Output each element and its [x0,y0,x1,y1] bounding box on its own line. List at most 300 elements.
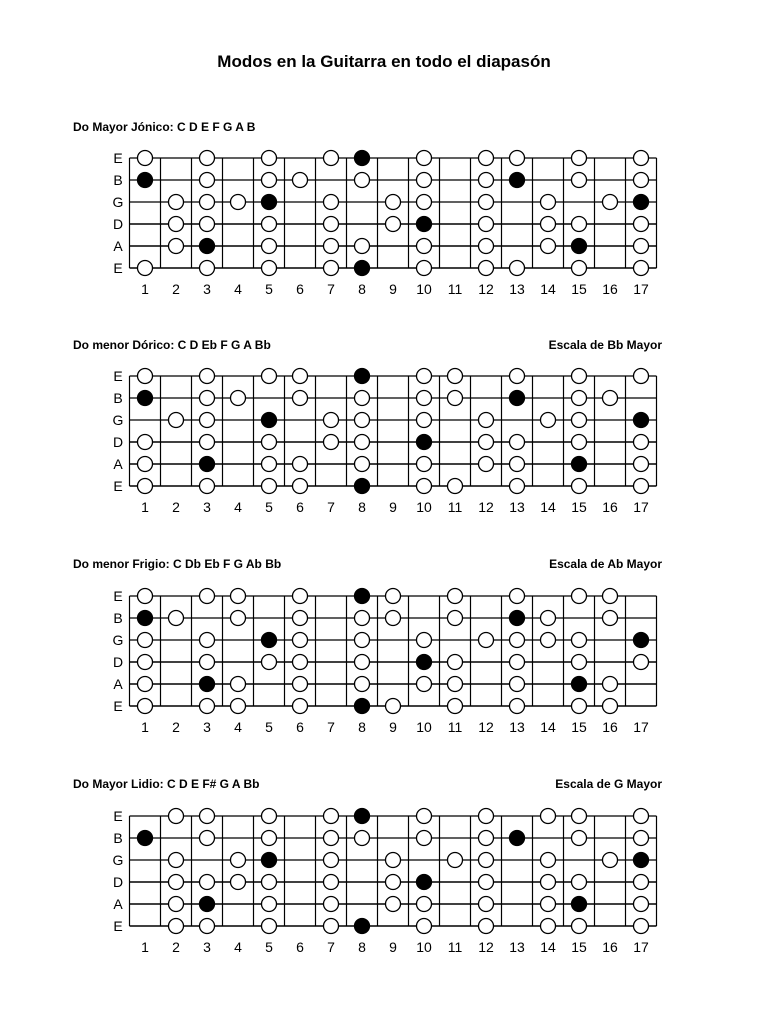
scale-note-dot [572,173,587,188]
scale-note-dot [479,633,494,648]
scale-note-dot [541,853,556,868]
fret-number: 10 [416,499,432,515]
fret-number: 16 [602,719,618,735]
fret-number: 7 [327,499,335,515]
root-note-dot [572,457,587,472]
scale-note-dot [324,897,339,912]
string-label: E [113,150,123,166]
fret-number: 8 [358,281,366,297]
scale-note-dot [572,589,587,604]
scale-note-dot [262,479,277,494]
fret-number: 13 [509,281,525,297]
fret-number: 1 [141,499,149,515]
scale-note-dot [603,853,618,868]
string-label: B [113,390,123,406]
fret-number: 14 [540,281,556,297]
scale-note-dot [262,457,277,472]
scale-note-dot [200,369,215,384]
scale-note-dot [231,611,246,626]
scale-note-dot [572,809,587,824]
scale-note-dot [324,239,339,254]
scale-note-dot [417,239,432,254]
scale-note-dot [138,435,153,450]
scale-note-dot [541,919,556,934]
scale-note-dot [479,173,494,188]
root-note-dot [355,479,370,494]
scale-note-dot [262,217,277,232]
scale-note-dot [541,611,556,626]
scale-note-dot [417,391,432,406]
scale-note-dot [510,479,525,494]
scale-note-dot [200,919,215,934]
scale-note-dot [231,391,246,406]
root-note-dot [417,217,432,232]
fret-number: 15 [571,939,587,955]
scale-note-dot [603,391,618,406]
scale-note-dot [262,435,277,450]
string-label: E [113,260,123,276]
fret-number: 12 [478,281,494,297]
fret-number: 2 [172,499,180,515]
scale-note-dot [231,875,246,890]
scale-note-dot [572,391,587,406]
scale-note-dot [386,897,401,912]
string-label: A [113,896,123,912]
scale-note-dot [169,195,184,210]
scale-note-dot [572,655,587,670]
fret-number: 4 [234,281,242,297]
scale-note-dot [448,677,463,692]
scale-note-dot [355,435,370,450]
scale-note-dot [386,589,401,604]
scale-note-dot [200,151,215,166]
fret-number: 14 [540,939,556,955]
scale-note-dot [293,699,308,714]
scale-note-dot [417,677,432,692]
scale-note-dot [634,151,649,166]
root-note-dot [355,589,370,604]
scale-note-dot [572,831,587,846]
scale-note-dot [572,261,587,276]
scale-note-dot [262,919,277,934]
fret-number: 4 [234,719,242,735]
scale-note-dot [479,261,494,276]
scale-note-dot [293,633,308,648]
scale-note-dot [231,699,246,714]
scale-note-dot [231,589,246,604]
string-label: E [113,478,123,494]
scale-note-dot [479,217,494,232]
root-note-dot [417,875,432,890]
string-label: G [112,412,124,428]
root-note-dot [200,239,215,254]
scale-note-dot [138,457,153,472]
scale-note-dot [138,655,153,670]
scale-note-dot [200,831,215,846]
scale-note-dot [417,369,432,384]
scale-note-dot [448,391,463,406]
scale-note-dot [169,897,184,912]
scale-note-dot [355,677,370,692]
fret-number: 6 [296,499,304,515]
fretboard-jonico [0,145,768,300]
scale-note-dot [386,611,401,626]
scale-note-dot [169,919,184,934]
fret-number: 6 [296,939,304,955]
fret-number: 2 [172,719,180,735]
root-note-dot [355,369,370,384]
fret-number: 17 [633,939,649,955]
string-label: A [113,456,123,472]
scale-note-dot [293,589,308,604]
diagram-title-dorico: Do menor Dórico: C D Eb F G A Bb [73,338,271,352]
fret-number: 17 [633,719,649,735]
fret-number: 6 [296,719,304,735]
root-note-dot [510,173,525,188]
fret-number: 15 [571,499,587,515]
scale-note-dot [355,457,370,472]
fret-number: 17 [633,499,649,515]
root-note-dot [262,413,277,428]
scale-note-dot [479,239,494,254]
scale-note-dot [572,479,587,494]
scale-note-dot [262,809,277,824]
scale-note-dot [417,261,432,276]
scale-note-dot [541,239,556,254]
scale-note-dot [355,655,370,670]
root-note-dot [138,831,153,846]
scale-note-dot [634,173,649,188]
scale-note-dot [262,831,277,846]
scale-note-dot [417,457,432,472]
scale-note-dot [262,369,277,384]
scale-note-dot [324,261,339,276]
scale-note-dot [138,151,153,166]
scale-note-dot [417,831,432,846]
scale-note-dot [169,853,184,868]
scale-note-dot [200,699,215,714]
scale-note-dot [634,217,649,232]
fret-number: 3 [203,939,211,955]
scale-note-dot [634,919,649,934]
scale-note-dot [417,809,432,824]
fret-number: 5 [265,719,273,735]
fret-number: 3 [203,719,211,735]
root-note-dot [200,897,215,912]
scale-note-dot [324,413,339,428]
scale-note-dot [386,195,401,210]
scale-note-dot [386,875,401,890]
root-note-dot [355,919,370,934]
scale-note-dot [200,875,215,890]
scale-note-dot [231,195,246,210]
fret-number: 10 [416,939,432,955]
scale-note-dot [603,677,618,692]
scale-note-dot [417,479,432,494]
fret-number: 11 [447,281,463,297]
scale-note-dot [510,435,525,450]
fret-number: 9 [389,499,397,515]
fret-number: 11 [447,719,463,735]
scale-note-dot [541,875,556,890]
scale-note-dot [634,457,649,472]
scale-note-dot [262,239,277,254]
fret-number: 1 [141,719,149,735]
scale-note-dot [572,633,587,648]
scale-note-dot [231,677,246,692]
string-label: B [113,172,123,188]
scale-note-dot [200,809,215,824]
fret-number: 6 [296,281,304,297]
scale-note-dot [293,457,308,472]
scale-note-dot [355,831,370,846]
root-note-dot [262,853,277,868]
scale-note-dot [572,151,587,166]
root-note-dot [634,413,649,428]
string-label: E [113,698,123,714]
root-note-dot [417,655,432,670]
string-label: A [113,238,123,254]
string-label: G [112,632,124,648]
fret-number: 16 [602,499,618,515]
fret-number: 9 [389,281,397,297]
root-note-dot [200,677,215,692]
scale-note-dot [293,655,308,670]
fret-number: 8 [358,499,366,515]
scale-note-dot [293,369,308,384]
scale-note-dot [603,611,618,626]
fret-number: 13 [509,939,525,955]
fretboard-dorico [0,363,768,518]
scale-note-dot [417,173,432,188]
diagram-title-lidio: Do Mayor Lidio: C D E F# G A Bb [73,777,260,791]
scale-note-dot [634,435,649,450]
scale-note-dot [603,589,618,604]
scale-note-dot [417,151,432,166]
scale-note-dot [262,897,277,912]
root-note-dot [355,151,370,166]
scale-note-dot [634,239,649,254]
string-label: G [112,852,124,868]
page-title: Modos en la Guitarra en todo el diapasón [217,52,551,71]
scale-note-dot [231,853,246,868]
scale-note-dot [138,677,153,692]
scale-note-dot [324,151,339,166]
scale-note-dot [262,875,277,890]
fret-number: 12 [478,719,494,735]
scale-note-dot [293,391,308,406]
scale-note-dot [479,151,494,166]
scale-note-dot [479,413,494,428]
scale-note-dot [479,853,494,868]
scale-note-dot [200,633,215,648]
fret-number: 14 [540,719,556,735]
scale-note-dot [510,699,525,714]
scale-note-dot [634,897,649,912]
scale-note-dot [169,809,184,824]
fret-number: 15 [571,719,587,735]
scale-note-dot [355,391,370,406]
scale-note-dot [603,195,618,210]
scale-note-dot [324,809,339,824]
scale-note-dot [138,699,153,714]
fret-number: 4 [234,939,242,955]
fretboard-frigio [0,583,768,738]
scale-note-dot [138,479,153,494]
fret-number: 7 [327,719,335,735]
diagram-title-frigio: Do menor Frigio: C Db Eb F G Ab Bb [73,557,282,571]
scale-note-dot [262,151,277,166]
scale-note-dot [510,261,525,276]
scale-note-dot [479,195,494,210]
scale-note-dot [355,633,370,648]
scale-note-dot [200,435,215,450]
scale-note-dot [355,611,370,626]
scale-note-dot [200,589,215,604]
root-note-dot [355,809,370,824]
scale-note-frigio: Escala de Ab Mayor [549,557,662,571]
fret-number: 3 [203,499,211,515]
string-label: D [112,654,124,670]
root-note-dot [634,853,649,868]
scale-note-dot [386,853,401,868]
fret-number: 1 [141,281,149,297]
root-note-dot [634,633,649,648]
root-note-dot [572,239,587,254]
scale-note-dot [572,413,587,428]
fret-number: 1 [141,939,149,955]
scale-note-dot [200,173,215,188]
scale-note-dot [293,479,308,494]
fret-number: 2 [172,939,180,955]
scale-note-dot [293,611,308,626]
fret-number: 14 [540,499,556,515]
scale-note-dot [541,897,556,912]
scale-note-dot [355,413,370,428]
scale-note-dot [293,173,308,188]
string-label: D [112,216,124,232]
scale-note-dot [634,831,649,846]
scale-note-dot [169,413,184,428]
scale-note-dot [448,853,463,868]
fret-number: 8 [358,939,366,955]
scale-note-dot [169,217,184,232]
scale-note-dot [510,369,525,384]
fret-number: 8 [358,719,366,735]
fretboard-lidio [0,803,768,958]
scale-note-dot [572,369,587,384]
scale-note-dot [200,479,215,494]
string-label: G [112,194,124,210]
fret-number: 16 [602,281,618,297]
string-label: E [113,918,123,934]
scale-note-dot [324,435,339,450]
scale-note-dot [200,195,215,210]
scale-note-dot [138,589,153,604]
scale-note-dot [417,195,432,210]
string-label: D [112,874,124,890]
scale-note-dot [541,633,556,648]
fret-number: 15 [571,281,587,297]
fret-number: 10 [416,281,432,297]
string-label: B [113,830,123,846]
scale-note-dot [324,875,339,890]
scale-note-dot [324,195,339,210]
scale-note-dot [572,699,587,714]
scale-note-dot [479,435,494,450]
scale-note-dot [138,633,153,648]
fret-number: 5 [265,281,273,297]
string-label: E [113,808,123,824]
scale-note-dot [386,217,401,232]
scale-note-dot [169,611,184,626]
scale-note-dot [479,809,494,824]
scale-note-dot [510,589,525,604]
scale-note-dot [448,369,463,384]
scale-note-lidio: Escala de G Mayor [555,777,662,791]
scale-note-dot [510,677,525,692]
scale-note-dot [572,875,587,890]
string-label: D [112,434,124,450]
scale-note-dot [417,633,432,648]
scale-note-dot [510,633,525,648]
fret-number: 5 [265,499,273,515]
fret-number: 3 [203,281,211,297]
fret-number: 17 [633,281,649,297]
fret-number: 9 [389,719,397,735]
scale-note-dot [324,853,339,868]
scale-note-dot [355,239,370,254]
scale-note-dot [479,457,494,472]
string-label: E [113,588,123,604]
root-note-dot [262,633,277,648]
root-note-dot [138,391,153,406]
scale-note-dot [448,589,463,604]
string-label: A [113,676,123,692]
scale-note-dorico: Escala de Bb Mayor [548,338,662,352]
root-note-dot [572,897,587,912]
scale-note-dot [200,391,215,406]
fret-number: 10 [416,719,432,735]
scale-note-dot [634,261,649,276]
fret-number: 4 [234,499,242,515]
scale-note-dot [479,831,494,846]
scale-note-dot [138,261,153,276]
scale-note-dot [510,151,525,166]
scale-note-dot [386,699,401,714]
fret-number: 7 [327,281,335,297]
scale-note-dot [169,875,184,890]
scale-note-dot [417,919,432,934]
scale-note-dot [200,261,215,276]
scale-note-dot [572,435,587,450]
fret-number: 13 [509,499,525,515]
fret-number: 9 [389,939,397,955]
scale-note-dot [200,413,215,428]
root-note-dot [262,195,277,210]
scale-note-dot [448,655,463,670]
scale-note-dot [417,413,432,428]
root-note-dot [355,699,370,714]
fret-number: 16 [602,939,618,955]
scale-note-dot [293,677,308,692]
root-note-dot [355,261,370,276]
scale-note-dot [448,699,463,714]
fret-number: 11 [447,499,463,515]
fret-number: 5 [265,939,273,955]
scale-note-dot [448,479,463,494]
root-note-dot [572,677,587,692]
